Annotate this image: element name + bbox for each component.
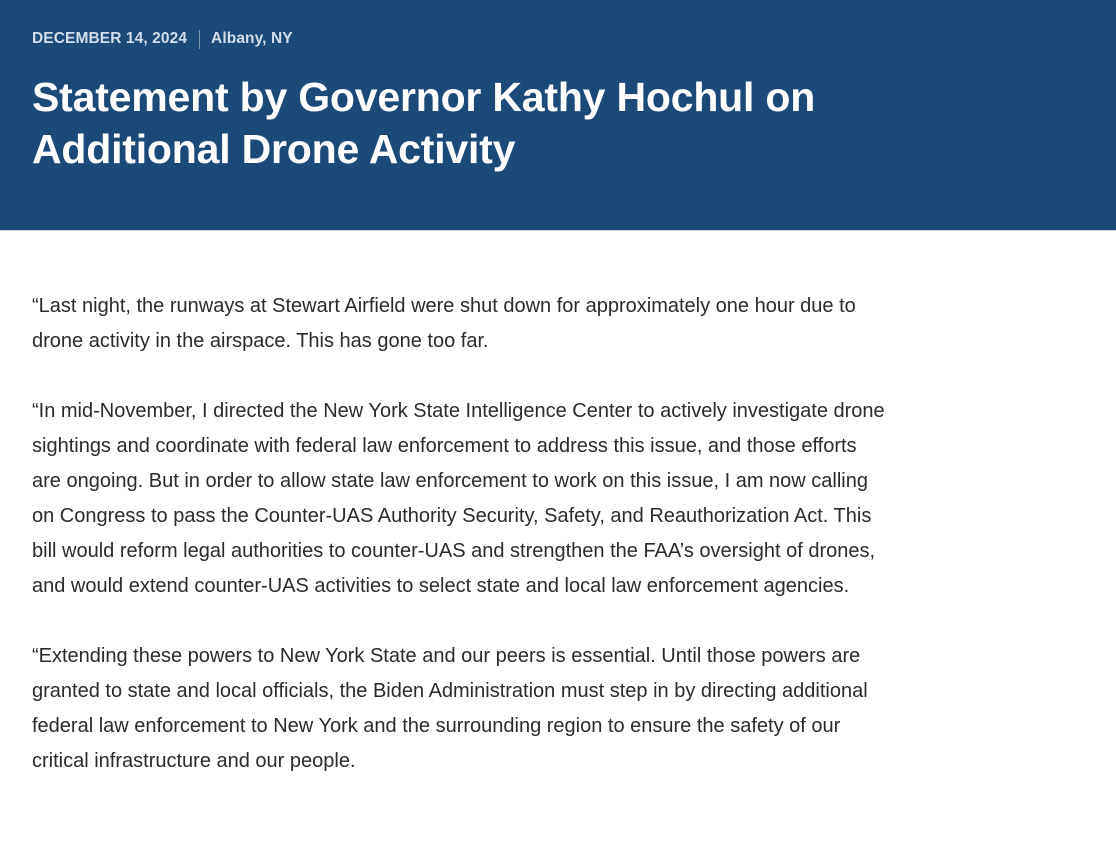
release-date: DECEMBER 14, 2024 (32, 30, 188, 47)
dateline-divider (199, 30, 200, 49)
statement-paragraph-1 (32, 289, 1102, 359)
paragraph-line: sightings and coordinate with federal law enforcement to address this issue, and those efforts (32, 435, 857, 457)
paragraph-line: “In mid-November, I directed the New York State Intelligence Center to actively investigate drone (32, 400, 885, 422)
dateline (32, 28, 293, 50)
paragraph-line: bill would reform legal authorities to counter-UAS and strengthen the FAA’s oversight of drones, (32, 540, 876, 562)
statement-paragraph-3 (32, 639, 1102, 779)
page-title-line: Additional Drone Activity (32, 126, 516, 172)
release-location: Albany, NY (211, 30, 293, 47)
statement-paragraph-2 (32, 394, 1102, 604)
paragraph-line: are ongoing. But in order to allow state law enforcement to work on this issue, I am now calling (32, 470, 868, 492)
press-release-header (0, 0, 1116, 231)
paragraph-line: drone activity in the airspace. This has gone too far. (32, 330, 489, 352)
paragraph-line: on Congress to pass the Counter-UAS Authority Security, Safety, and Reauthorization Act. This (32, 505, 872, 527)
paragraph-line: critical infrastructure and our people. (32, 750, 356, 772)
paragraph-line: granted to state and local officials, the Biden Administration must step in by directing additional (32, 680, 868, 702)
paragraph-line: federal law enforcement to New York and the surrounding region to ensure the safety of our (32, 715, 841, 737)
page-title (32, 71, 1072, 175)
paragraph-line: and would extend counter-UAS activities to select state and local law enforcement agencies. (32, 575, 850, 597)
page-title-line: Statement by Governor Kathy Hochul on (32, 74, 816, 120)
paragraph-line: “Extending these powers to New York State and our peers is essential. Until those powers are (32, 645, 861, 667)
statement-body (32, 289, 1102, 814)
paragraph-line: “Last night, the runways at Stewart Airfield were shut down for approximately one hour due to (32, 295, 856, 317)
